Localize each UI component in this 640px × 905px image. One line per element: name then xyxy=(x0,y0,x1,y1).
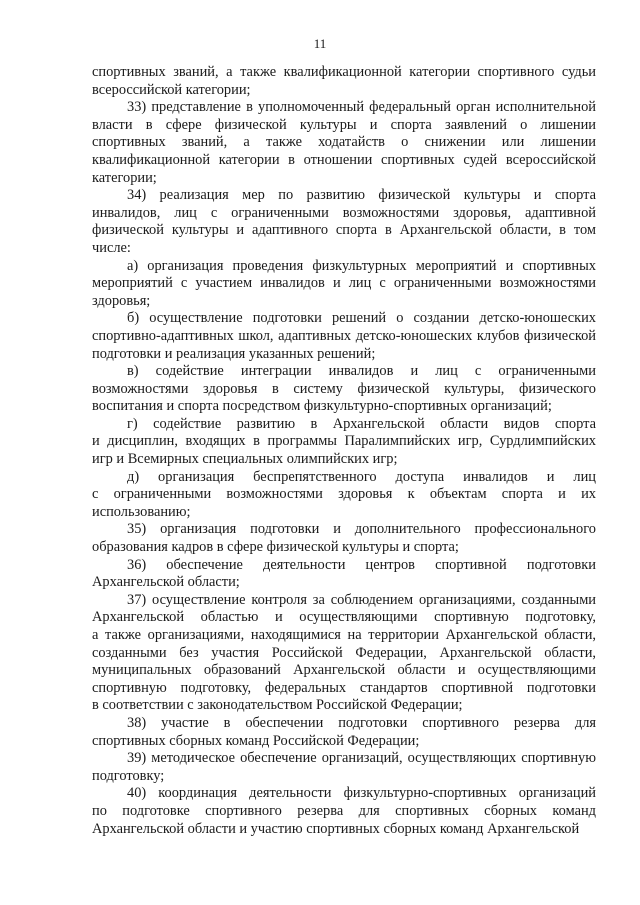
paragraph-item-37 xyxy=(92,592,596,715)
text-line: Архангельской областью и осуществляющими спортивную подготовку, xyxy=(92,609,596,626)
text-line: 39) методическое обеспечение организаций, осуществляющих спортивную xyxy=(127,750,596,767)
paragraph-item-35 xyxy=(92,521,596,556)
paragraph-item-36 xyxy=(92,557,596,592)
text-line: д) организация беспрепятственного доступа инвалидов и лиц xyxy=(127,468,596,485)
text-line: муниципальных образований Архангельской области и осуществляющими xyxy=(92,662,596,679)
paragraph-item-34d xyxy=(92,469,596,522)
paragraph-item-34 xyxy=(92,187,596,257)
text-line: 34) реализация мер по развитию физической культуры и спорта xyxy=(127,187,596,204)
text-line: физической культуры и адаптивного спорта в Архангельской области, в том xyxy=(92,222,596,239)
text-line: спортивно-адаптивных школ, адаптивных детско-юношеских клубов физической xyxy=(92,327,596,344)
text-line: 33) представление в уполномоченный федеральный орган исполнительной xyxy=(127,99,596,116)
paragraph-item-40 xyxy=(92,785,596,838)
paragraph-item-34g xyxy=(92,416,596,469)
text-line: мероприятий с участием инвалидов и лиц с ограниченными возможностями xyxy=(92,275,596,292)
text-line: г) содействие развитию в Архангельской области видов спорта xyxy=(127,415,596,432)
text-line: Архангельской области и участию спортивных сборных команд Архангельской xyxy=(92,820,580,837)
paragraph-item-34v xyxy=(92,363,596,416)
text-line: спортивных званий, а также квалификационной категории спортивного судьи xyxy=(92,64,596,80)
paragraph-cont-32 xyxy=(92,64,596,99)
text-line: в соответствии с законодательством Российской Федерации; xyxy=(92,697,463,714)
text-line: спортивную подготовку, федеральных стандартов спортивной подготовки xyxy=(92,679,596,696)
text-line: подготовки и реализация указанных решений; xyxy=(92,345,376,362)
text-line: б) осуществление подготовки решений о создании детско-юношеских xyxy=(127,310,596,327)
text-line: числе: xyxy=(92,239,131,256)
text-line: и дисциплин, входящих в программы Паралимпийских игр, Сурдлимпийских xyxy=(92,433,596,450)
text-line: созданными без участия Российской Федерации, Архангельской области, xyxy=(92,644,596,661)
text-line: игр и Всемирных специальных олимпийских игр; xyxy=(92,451,398,468)
paragraph-item-38 xyxy=(92,715,596,750)
text-line: Архангельской области; xyxy=(92,574,240,591)
text-line: квалификационной категории в отношении спортивных судей всероссийской xyxy=(92,151,596,168)
text-line: в) содействие интеграции инвалидов и лиц с ограниченными xyxy=(127,363,596,380)
text-line: спортивных званий, а также ходатайств о снижении или лишении xyxy=(92,134,596,151)
text-line: всероссийской категории; xyxy=(92,81,251,98)
text-line: возможностями здоровья в систему физической культуры, физического xyxy=(92,380,596,397)
text-line: подготовку; xyxy=(92,767,165,784)
page-number: 11 xyxy=(313,36,327,51)
text-line: использованию; xyxy=(92,503,191,520)
text-line: 37) осуществление контроля за соблюдением организациями, созданными xyxy=(127,591,596,608)
text-line: а также организациями, находящимися на территории Архангельской области, xyxy=(92,627,596,643)
paragraph-item-34b xyxy=(92,310,596,363)
text-line: 40) координация деятельности физкультурно-спортивных организаций xyxy=(127,785,596,802)
paragraph-item-39 xyxy=(92,750,596,785)
text-line: а) организация проведения физкультурных мероприятий и спортивных xyxy=(127,257,596,274)
text-line: 35) организация подготовки и дополнительного профессионального xyxy=(127,521,596,538)
text-line: спортивных сборных команд Российской Федерации; xyxy=(92,732,420,749)
text-line: здоровья; xyxy=(92,292,151,309)
text-line: воспитания и спорта посредством физкультурно-спортивных организаций; xyxy=(92,398,552,415)
text-line: 36) обеспечение деятельности центров спортивной подготовки xyxy=(127,556,596,573)
text-line: власти в сфере физической культуры и спорта заявлений о лишении xyxy=(92,116,596,133)
text-line: образования кадров в сфере физической культуры и спорта; xyxy=(92,539,459,556)
text-line: по подготовке спортивного резерва для спортивных сборных команд xyxy=(92,802,596,819)
text-line: с ограниченными возможностями здоровья к объектам спорта и их xyxy=(92,486,596,503)
text-line: категории; xyxy=(92,169,157,186)
paragraph-item-34a xyxy=(92,258,596,311)
text-line: инвалидов, лиц с ограниченными возможностями здоровья, адаптивной xyxy=(92,204,596,221)
text-line: 38) участие в обеспечении подготовки спортивного резерва для xyxy=(127,714,596,731)
paragraph-item-33 xyxy=(92,99,596,187)
document-body xyxy=(92,64,596,838)
